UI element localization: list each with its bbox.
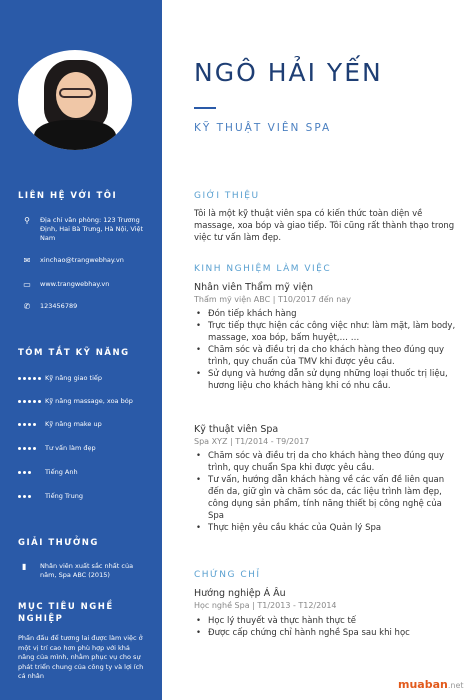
award-item: ▮ Nhân viên xuất sắc nhất của năm, Spa ABC (2015) bbox=[22, 562, 134, 579]
skill-item bbox=[18, 397, 133, 405]
contact-heading: LIÊN HỆ VỚI TÔI bbox=[18, 191, 118, 201]
list-item: • Đón tiếp khách hàng bbox=[194, 308, 456, 320]
contact-phone: ✆ 123456789 bbox=[23, 302, 78, 311]
job-company: Thẩm mỹ viện ABC | T10/2017 đến nay bbox=[194, 295, 351, 304]
location-pin-icon: ⚲ bbox=[24, 216, 30, 225]
list-item: • Sử dụng và hướng dẫn sử dụng những loại thuốc trị liệu, hương liệu cho khách hàng khi có nhu cầu. bbox=[194, 368, 456, 392]
job-company: Spa XYZ | T1/2014 - T9/2017 bbox=[194, 437, 310, 446]
skill-level-dots bbox=[18, 423, 41, 426]
skill-dot bbox=[33, 400, 36, 403]
skill-level-dots bbox=[18, 400, 41, 403]
list-item: • Chăm sóc và điều trị da cho khách hàng theo đúng quy trình, quy chuẩn Spa khi được yêu cầu. bbox=[194, 450, 456, 474]
intro-text: Tôi là một kỹ thuật viên spa có kiến thức toàn diện về massage, xoa bóp và giao tiếp. Tôi cũng rất thành thạo trong việc tư vấn làm đẹp. bbox=[194, 209, 455, 243]
skill-dot bbox=[18, 377, 21, 380]
job-duties bbox=[194, 450, 456, 534]
skill-item bbox=[18, 374, 102, 382]
skill-label: Kỹ năng make up bbox=[45, 420, 102, 428]
job-position: Kỹ thuật viên Spa bbox=[194, 424, 279, 435]
goal-heading: MỤC TIÊU NGHỀ NGHIỆP bbox=[18, 602, 114, 624]
list-item: • Chăm sóc và điều trị da cho khách hàng theo đúng quy trình, quy chuẩn của TMV khi được yêu cầu. bbox=[194, 344, 456, 368]
skill-dot bbox=[18, 495, 21, 498]
skill-dot bbox=[38, 377, 41, 380]
skill-dot bbox=[18, 447, 21, 450]
skill-dot bbox=[28, 400, 31, 403]
skill-dot bbox=[38, 447, 41, 450]
list-item: • Trực tiếp thực hiện các công việc như: làm mặt, làm body, massage, xoa bóp, bấm huyệt,… … bbox=[194, 320, 456, 344]
skill-dot bbox=[38, 471, 41, 474]
skill-dot bbox=[28, 495, 31, 498]
skill-dot bbox=[23, 471, 26, 474]
skill-dot bbox=[33, 447, 36, 450]
skill-label: Tiếng Anh bbox=[45, 468, 78, 476]
experience-heading: KINH NGHIỆM LÀM VIỆC bbox=[194, 264, 332, 274]
job-title: KỸ THUẬT VIÊN SPA bbox=[194, 122, 332, 134]
list-item: • Được cấp chứng chỉ hành nghề Spa sau khi học bbox=[194, 627, 456, 639]
skill-dot bbox=[28, 377, 31, 380]
skill-dot bbox=[33, 377, 36, 380]
skill-level-dots bbox=[18, 471, 41, 474]
skill-dot bbox=[38, 400, 41, 403]
email-icon: ✉ bbox=[23, 256, 31, 265]
cert-items bbox=[194, 615, 456, 639]
skill-dot bbox=[33, 495, 36, 498]
skill-label: Tiếng Trung bbox=[45, 492, 83, 500]
intro-heading: GIỚI THIỆU bbox=[194, 191, 260, 201]
skill-dot bbox=[23, 495, 26, 498]
list-item: • Tư vấn, hướng dẫn khách hàng về các vấn đề liên quan đến da, giữ gìn và chăm sóc da, các liệu trình làm đẹp, công dụng sản phẩm, tính năng thiết bị công nghệ của Spa bbox=[194, 474, 456, 522]
skill-dot bbox=[33, 423, 36, 426]
skill-item bbox=[18, 444, 96, 452]
skill-dot bbox=[38, 423, 41, 426]
skill-dot bbox=[23, 447, 26, 450]
skill-item bbox=[18, 492, 83, 500]
laptop-icon: ▭ bbox=[23, 280, 31, 289]
person-name: NGÔ HẢI YẾN bbox=[194, 58, 383, 87]
list-item: • Học lý thuyết và thực hành thực tế bbox=[194, 615, 456, 627]
watermark-logo: muaban.net bbox=[398, 678, 464, 691]
job-position: Nhân viên Thẩm mỹ viện bbox=[194, 282, 314, 293]
phone-icon: ✆ bbox=[23, 302, 31, 311]
skill-level-dots bbox=[18, 377, 41, 380]
contact-website[interactable]: ▭ www.trangwebhay.vn bbox=[23, 280, 110, 289]
skill-item bbox=[18, 468, 78, 476]
skills-heading: TÓM TẮT KỸ NĂNG bbox=[18, 348, 130, 358]
skill-dot bbox=[18, 471, 21, 474]
job-duties bbox=[194, 308, 456, 392]
list-item: • Thực hiện yêu cầu khác của Quản lý Spa bbox=[194, 522, 456, 534]
bookmark-icon: ▮ bbox=[22, 562, 27, 571]
skill-dot bbox=[28, 423, 31, 426]
skill-dot bbox=[38, 495, 41, 498]
skill-dot bbox=[18, 423, 21, 426]
skill-dot bbox=[23, 400, 26, 403]
skill-dot bbox=[33, 471, 36, 474]
skill-dot bbox=[23, 377, 26, 380]
skill-level-dots bbox=[18, 495, 41, 498]
skill-label: Tư vấn làm đẹp bbox=[45, 444, 96, 452]
cert-company: Học nghề Spa | T1/2013 - T12/2014 bbox=[194, 601, 337, 610]
skill-dot bbox=[23, 423, 26, 426]
awards-heading: GIẢI THƯỞNG bbox=[18, 538, 99, 548]
skill-label: Kỹ năng massage, xoa bóp bbox=[45, 397, 133, 405]
skill-label: Kỹ năng giao tiếp bbox=[45, 374, 103, 382]
cert-position: Hướng nghiệp Á Âu bbox=[194, 588, 286, 599]
skill-dot bbox=[18, 400, 21, 403]
profile-photo bbox=[18, 50, 132, 150]
goal-text: Phấn đấu để tương lai được làm việc ở một vị trí cao hơn phù hợp với khả năng của mình, nhằm phục vụ cho sự phát triển chung của công ty và lợi ích cá nhân bbox=[18, 634, 144, 680]
skill-item bbox=[18, 420, 102, 428]
contact-email[interactable]: ✉ xinchao@trangwebhay.vn bbox=[23, 256, 124, 265]
skill-dot bbox=[28, 471, 31, 474]
skill-dot bbox=[28, 447, 31, 450]
contact-address: ⚲ Địa chỉ văn phòng: 123 Trương Định, Hai Bà Trưng, Hà Nội, Việt Nam bbox=[22, 216, 150, 243]
sidebar bbox=[0, 0, 162, 700]
title-divider bbox=[194, 107, 216, 109]
skill-level-dots bbox=[18, 447, 41, 450]
certificate-heading: CHỨNG CHỈ bbox=[194, 570, 261, 580]
